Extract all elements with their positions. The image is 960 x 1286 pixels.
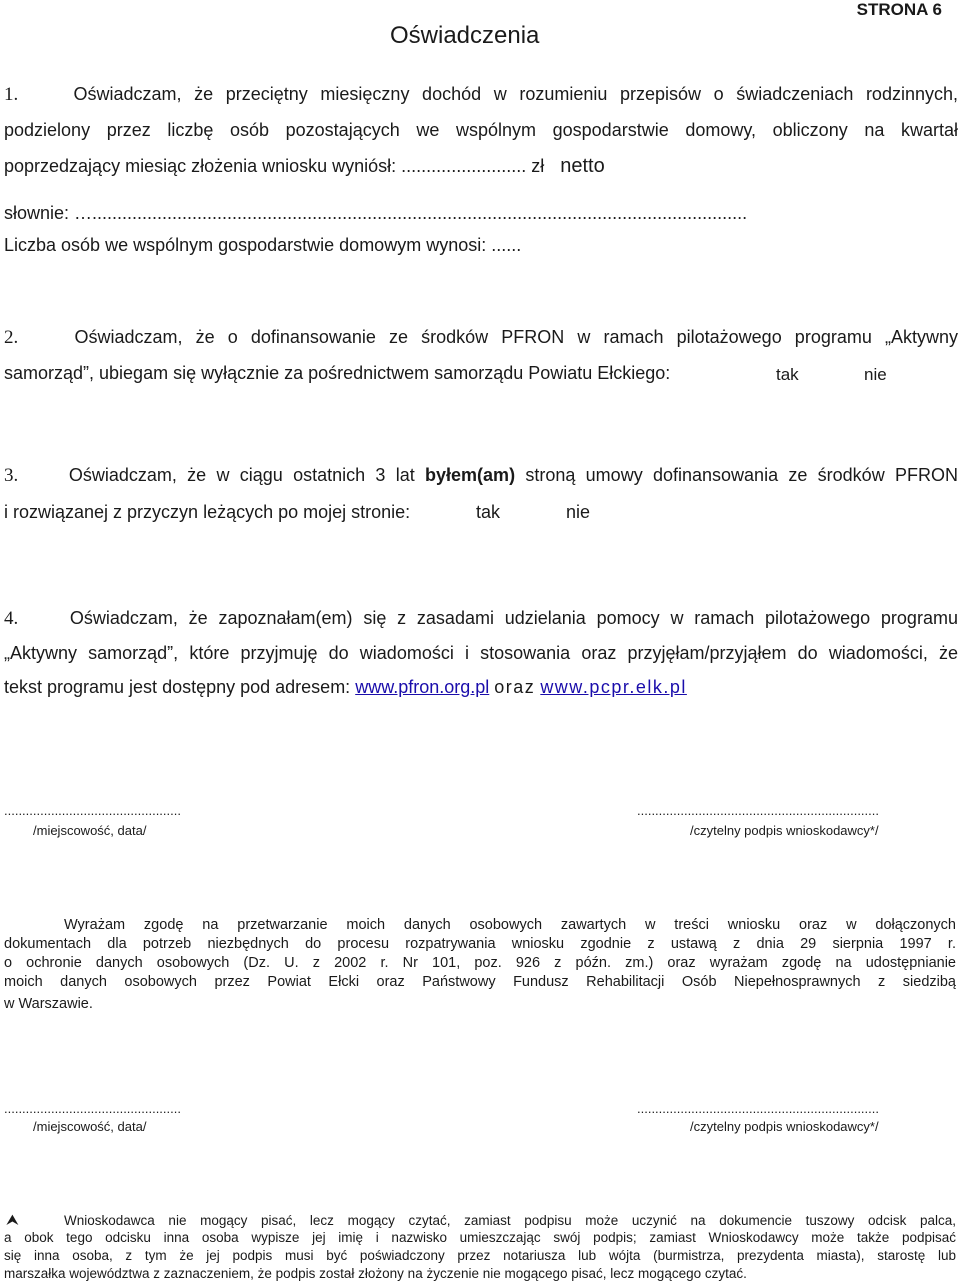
emphasis-text: byłem(am) <box>425 465 516 485</box>
statement-text: Oświadczam, że przeciętny miesięczny dochód w rozumieniu przepisów o świadczeniach rodzinnych, <box>73 84 958 104</box>
statement-4-line-1 <box>4 608 958 630</box>
place-date-label: /miejscowość, data/ <box>33 823 147 838</box>
text-part: Oświadczam, że w ciągu ostatnich 3 lat <box>68 465 426 485</box>
footnote-line-3: się inna osoba, z tym że jej podpis musi być poświadczony przez notariusza lub wójta (burmistrza, prezydenta miasta), starostę lub <box>4 1248 956 1263</box>
consent-line-3: o ochronie danych osobowych (Dz. U. z 2002 r. Nr 101, poz. 926 z późn. zm.) oraz wyrażam zgodę na udostępnianie <box>4 955 956 971</box>
footnote-marker-icon: ⮝ <box>6 1212 19 1229</box>
pcpr-link[interactable]: www.pcpr.elk.pl <box>540 677 687 697</box>
consent-line-1: Wyrażam zgodę na przetwarzanie moich danych osobowych zawartych w treści wniosku oraz w dołączonych <box>64 917 956 933</box>
statement-4-line-3 <box>4 677 687 698</box>
statement-number: 3. <box>4 465 19 486</box>
option-yes[interactable]: tak <box>776 365 799 384</box>
netto-label: netto <box>560 155 605 177</box>
statement-3-line-1 <box>4 465 958 487</box>
pfron-link[interactable]: www.pfron.org.pl <box>355 677 490 697</box>
footnote-line-2: a obok tego odcisku inna osoba wypisze jej imię i nazwisko umieszczając swój podpis; zamiast Wnioskodawcy może także podpisać <box>4 1230 956 1245</box>
signature-label: /czytelny podpis wnioskodawcy*/ <box>690 823 879 838</box>
statement-number: 1. <box>4 84 19 105</box>
place-date-label: /miejscowość, data/ <box>33 1119 147 1134</box>
option-no[interactable]: nie <box>864 365 887 384</box>
consent-line-4: moich danych osobowych przez Powiat Ełcki oraz Państwowy Fundusz Rehabilitacji Osób Niepełnosprawnych z siedzibą <box>4 974 956 990</box>
statement-1-line-2: podzielony przez liczbę osób pozostających we wspólnym gospodarstwie domowy, obliczony na kwartał <box>4 120 958 140</box>
signature-dots[interactable]: ................................................................... <box>637 1101 879 1116</box>
statement-4-line-2: „Aktywny samorząd”, które przyjmuję do wiadomości i stosowania oraz przyjęłam/przyjąłem do wiadomości, że <box>4 643 958 663</box>
income-field[interactable]: poprzedzający miesiąc złożenia wniosku wyniósł: ......................... zł <box>4 156 545 176</box>
option-no[interactable]: nie <box>566 502 591 522</box>
signature-label: /czytelny podpis wnioskodawcy*/ <box>690 1119 879 1134</box>
household-count-field[interactable]: Liczba osób we wspólnym gospodarstwie domowym wynosi: ...... <box>4 235 522 255</box>
statement-3-line-2: i rozwiązanej z przyczyn leżących po mojej stronie: <box>4 502 411 522</box>
statement-number: 2. <box>4 327 19 348</box>
page-title: Oświadczenia <box>390 22 540 49</box>
statement-text <box>69 465 958 485</box>
place-date-dots[interactable]: ................................................. <box>4 1101 181 1116</box>
statement-text: Oświadczam, że zapoznałam(em) się z zasadami udzielania pomocy w ramach pilotażowego programu <box>69 608 958 628</box>
consent-line-2: dokumentach dla potrzeb niezbędnych do procesu rozpatrywania wniosku zgodnie z ustawą z dnia 29 sierpnia 1997 r. <box>4 936 956 952</box>
statement-1-line-3 <box>4 155 605 178</box>
signature-dots[interactable]: ................................................................... <box>637 803 879 818</box>
statement-number: 4. <box>4 608 19 629</box>
statement-text: tekst programu jest dostępny pod adresem: <box>4 677 351 697</box>
amount-in-words-field[interactable]: słownie: …................................................................................................................................... <box>4 203 748 223</box>
statement-1-line-1 <box>4 84 958 106</box>
statement-2-line-1 <box>4 327 958 349</box>
conjunction: oraz <box>494 677 536 697</box>
footnote-line-4: marszałka województwa z zaznaczeniem, że podpis został złożony na życzenie nie mogącego pisać, lecz mogącego czytać. <box>4 1266 747 1281</box>
statement-text: Oświadczam, że o dofinansowanie ze środków PFRON w ramach pilotażowego programu „Aktywny <box>74 327 958 347</box>
footnote-line-1: Wnioskodawca nie mogący pisać, lecz mogący czytać, zamiast podpisu może uczynić na dokumencie tuszowy odcisk palca, <box>64 1213 956 1228</box>
place-date-dots[interactable]: ................................................. <box>4 803 181 818</box>
consent-line-5: w Warszawie. <box>4 996 93 1012</box>
statement-2-line-2: samorząd”, ubiegam się wyłącznie za pośrednictwem samorządu Powiatu Ełckiego: <box>4 363 671 383</box>
option-yes[interactable]: tak <box>476 502 501 522</box>
text-part: stroną umowy dofinansowania ze środków PFRON <box>515 465 958 485</box>
page-number: STRONA 6 <box>856 0 942 19</box>
